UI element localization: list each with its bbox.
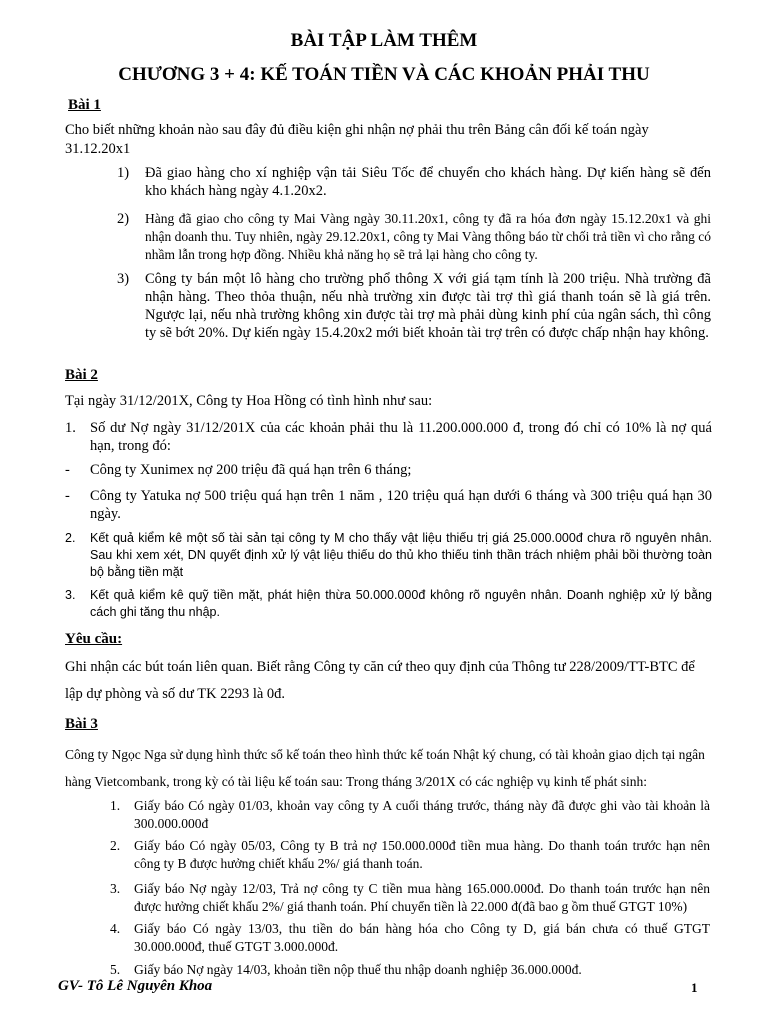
document-subtitle: CHƯƠNG 3 + 4: KẾ TOÁN TIỀN VÀ CÁC KHOẢN PHẢI THU <box>118 64 650 85</box>
bai2-item-3-number: 3. <box>65 588 76 602</box>
footer-page-number: 1 <box>691 980 698 995</box>
bai2-requirement-text: Ghi nhận các bút toán liên quan. Biết rằng Công ty căn cứ theo quy định của Thông tư 228/2009/TT-BTC để lập dự phòng và số dư TK 2293 là 0đ. <box>65 659 695 702</box>
bai2-item-2-number: 2. <box>65 531 76 545</box>
bai2-dash-1: - <box>65 462 70 478</box>
bai1-item-3-number: 3) <box>117 271 130 287</box>
bai2-requirement-heading: Yêu cầu: <box>65 631 123 647</box>
bai3-item-5-number: 5. <box>110 962 121 977</box>
bai3-item-2-number: 2. <box>110 838 121 853</box>
bai3-item-4-number: 4. <box>110 921 121 936</box>
document-title: BÀI TẬP LÀM THÊM <box>290 30 478 51</box>
bai3-item-3-number: 3. <box>110 881 121 896</box>
bai1-intro: Cho biết những khoản nào sau đây đủ điều kiện ghi nhận nợ phải thu trên Bảng cân đối kế toán ngày 31.12.20x1 <box>65 122 649 157</box>
bai3-intro: Công ty Ngọc Nga sử dụng hình thức sổ kế toán theo hình thức kế toán Nhật ký chung, có tài khoản giao dịch tại ngân hàng Vietcombank, trong kỳ có tài liệu kế toán sau: Trong tháng 3/201X có các nghiệp vụ kinh tế phát sinh: <box>65 747 705 789</box>
bai2-heading: Bài 2 <box>65 367 98 383</box>
bai1-item-1: Đã giao hàng cho xí nghiệp vận tải Siêu Tốc để chuyển cho khách hàng. Dự kiến hàng sẽ đến kho khách hàng ngày 4.1.20x2. <box>145 165 711 199</box>
bai1-item-2: Hàng đã giao cho công ty Mai Vàng ngày 30.11.20x1, công ty đã ra hóa đơn ngày 15.12.20x1 và ghi nhận doanh thu. Tuy nhiên, ngày 29.12.20x1, công ty Mai Vàng thông báo từ chối trả tiền vì cho rằng có nhầm lẫn trong hợp đồng. Nhiều khả năng họ sẽ trả lại hàng cho công ty. <box>145 211 711 262</box>
bai3-item-1: Giấy báo Có ngày 01/03, khoản vay công ty A cuối tháng trước, tháng này đã được ghi vào tài khoản là 300.000.000đ <box>134 798 710 831</box>
bai1-heading: Bài 1 <box>68 97 101 113</box>
bai3-item-4: Giấy báo Có ngày 13/03, thu tiền do bán hàng hóa cho Công ty D, giá bán chưa có thuế GTGT 30.000.000đ, thuế GTGT 3.000.000đ. <box>134 921 710 954</box>
bai3-item-3: Giấy báo Nợ ngày 12/03, Trả nợ công ty C tiền mua hàng 165.000.000đ. Do thanh toán trước hạn nên được hưởng chiết khấu 2%/ giá thanh toán. Phí chuyển tiền là 22.000 đ(đã bao g ồm thuế GTGT 10%) <box>134 881 710 914</box>
bai1-item-1-number: 1) <box>117 165 130 181</box>
footer-author: GV- Tô Lê Nguyên Khoa <box>58 978 213 994</box>
bai3-item-2: Giấy báo Có ngày 05/03, Công ty B trả nợ 150.000.000đ tiền mua hàng. Do thanh toán trước hạn nên công ty B được hưởng chiết khấu 2%/ giá thanh toán. <box>134 838 710 871</box>
bai2-item-yatuka: Công ty Yatuka nợ 500 triệu quá hạn trên 1 năm , 120 triệu quá hạn dưới 6 tháng và 300 triệu quá hạn 30 ngày. <box>90 488 712 522</box>
bai1-item-3: Công ty bán một lô hàng cho trường phổ thông X với giá tạm tính là 200 triệu. Nhà trường đã nhận hàng. Theo thỏa thuận, nếu nhà trường xin được tài trợ thì giá thanh toán sẽ là giá trên. Ngược lại, nếu nhà trường không xin được tài trợ mà phải dùng kinh phí của ngân sách, thì công ty sẽ bớt 20%. Dự kiến ngày 15.4.20x2 mới biết khoản tài trợ trên có được chấp nhận hay không. <box>145 271 711 341</box>
bai2-dash-2: - <box>65 488 70 504</box>
bai2-intro: Tại ngày 31/12/201X, Công ty Hoa Hồng có tình hình như sau: <box>65 393 433 409</box>
bai2-item-1-number: 1. <box>65 420 76 436</box>
bai2-item-3: Kết quả kiểm kê quỹ tiền mặt, phát hiện thừa 50.000.000đ không rõ nguyên nhân. Doanh nghiệp xử lý bằng cách ghi tăng thu nhập. <box>90 588 712 619</box>
bai3-item-1-number: 1. <box>110 798 121 813</box>
bai2-item-xunimex: Công ty Xunimex nợ 200 triệu đã quá hạn trên 6 tháng; <box>90 462 412 478</box>
bai3-heading: Bài 3 <box>65 716 98 732</box>
bai2-item-2: Kết quả kiểm kê một số tài sản tại công ty M cho thấy vật liệu thiếu trị giá 25.000.000đ chưa rõ nguyên nhân. Sau khi xem xét, DN quyết định xử lý vật liệu thiếu do thủ kho thiếu tinh thần trách nhiệm phải bồi thường toàn bộ bằng tiền mặt <box>90 531 712 579</box>
bai3-item-5: Giấy báo Nợ ngày 14/03, khoản tiền nộp thuế thu nhập doanh nghiệp 36.000.000đ. <box>134 962 582 977</box>
bai2-item-1: Số dư Nợ ngày 31/12/201X của các khoản phải thu là 11.200.000.000 đ, trong đó chỉ có 10% là nợ quá hạn, trong đó: <box>90 420 712 454</box>
bai1-item-2-number: 2) <box>117 211 130 227</box>
